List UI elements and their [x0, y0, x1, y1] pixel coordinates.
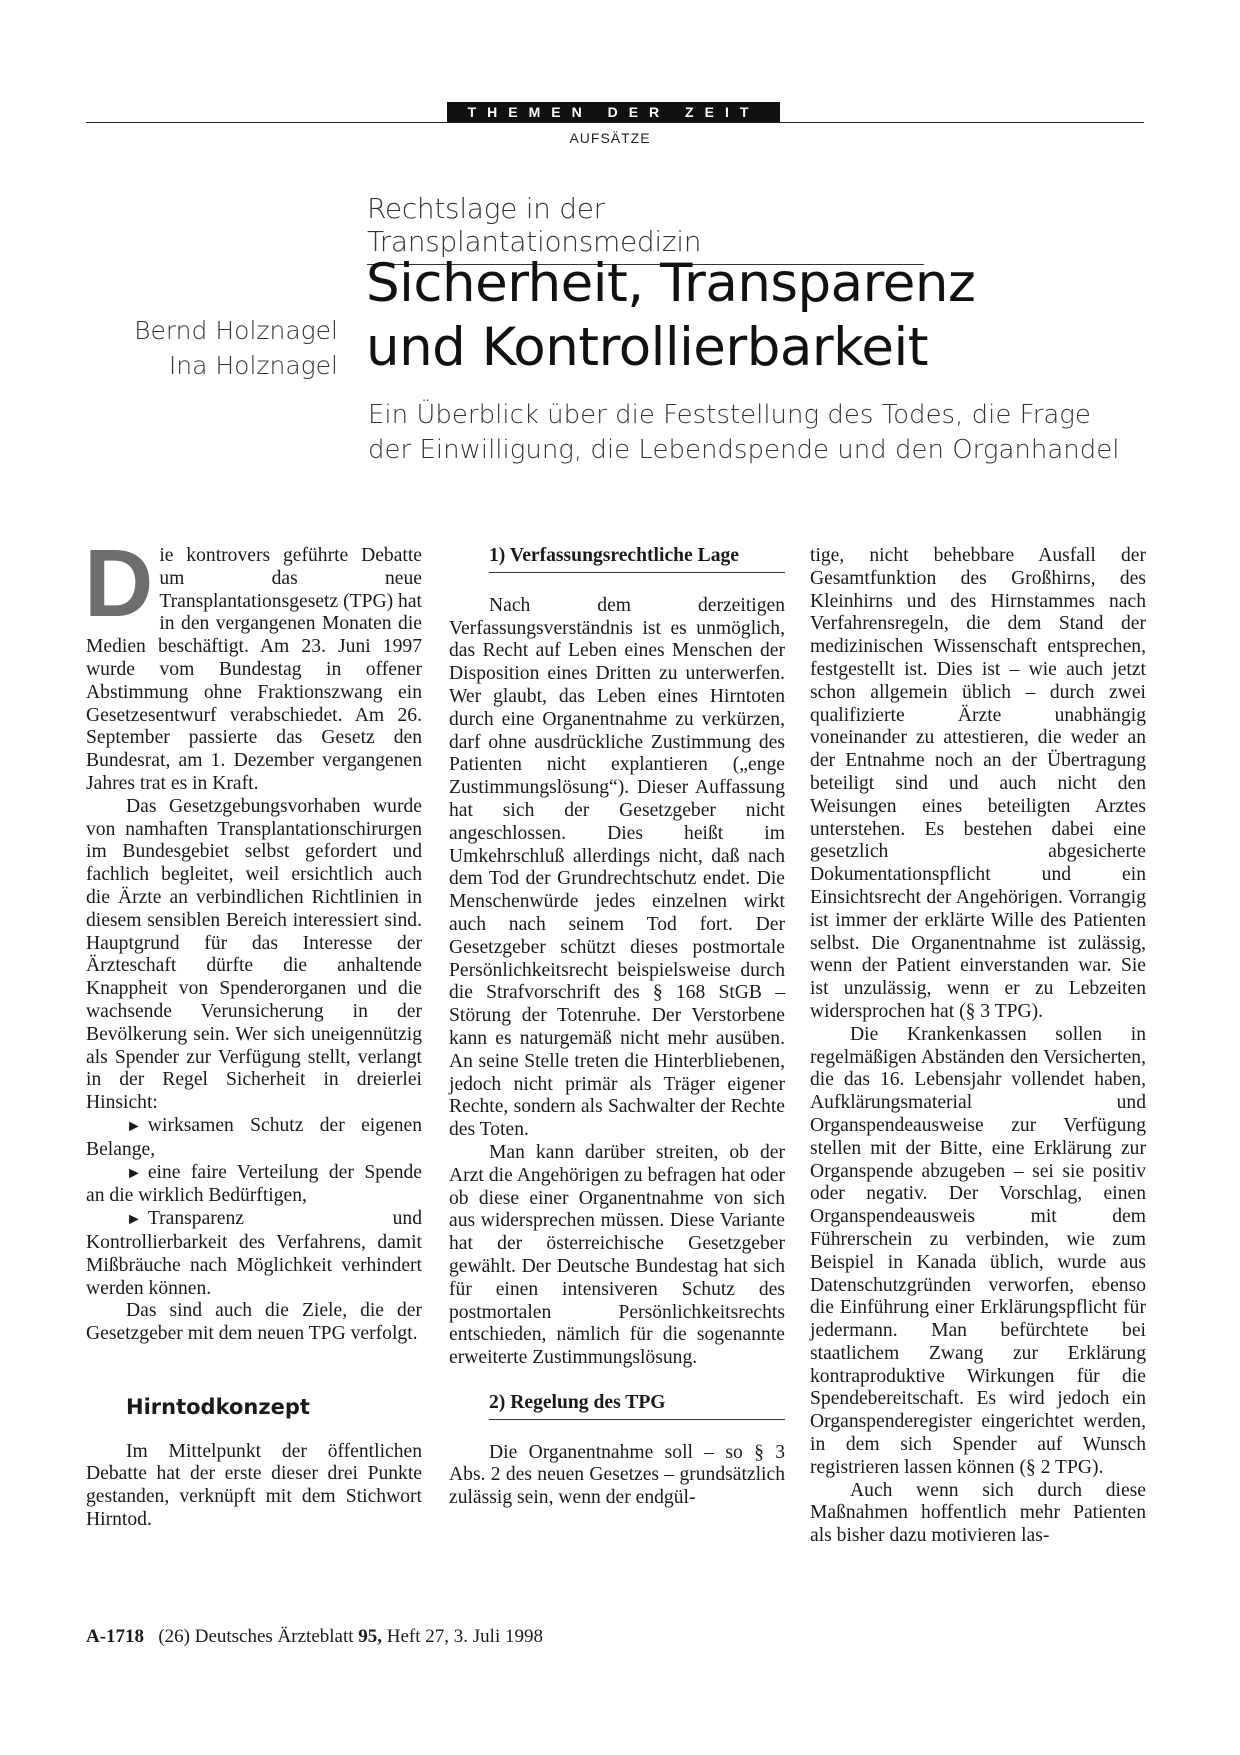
article-kicker: Rechtslage in der Transplantationsmedizin	[367, 192, 924, 265]
drop-cap: D	[84, 530, 154, 637]
page-footer	[86, 1626, 543, 1648]
body-column-2	[449, 545, 785, 1510]
triangle-bullet-icon: ►	[126, 1164, 142, 1182]
article-headline	[366, 252, 1126, 380]
author-list	[134, 313, 338, 383]
body-paragraph: Das Gesetzgebungsvorhaben wurde von namhaften Transplantationschirurgen im Bundesgebiet selbst gefordert und fachlich begleitet, weil ersichtlich auch die Ärzte an verbindlichen Richtlinien in diesem sensiblen Bereich interessiert sind. Hauptgrund für das Interesse der Ärzteschaft dürfte die anhaltende Knappheit von Spenderorganen und die wachsende Verunsicherung in der Bevölkerung sein. Wer sich uneigennützig als Spender zur Verfügung stellt, verlangt in der Regel Sicherheit in dreierlei Hinsicht:	[86, 795, 422, 1114]
body-paragraph: Auch wenn sich durch diese Maßnahmen hoffentlich mehr Patienten als bisher dazu motivieren las-	[810, 1479, 1146, 1547]
headline-line-1: Sicherheit, Transparenz	[366, 253, 976, 314]
section-label: THEMEN DER ZEIT	[447, 102, 780, 122]
subsection-label: AUFSÄTZE	[569, 130, 651, 146]
intro-paragraph	[84, 530, 422, 796]
section-heading-verfassungsrecht: 1) Verfassungsrechtliche Lage	[489, 545, 785, 573]
journal-issue: Heft 27, 3. Juli 1998	[386, 1626, 543, 1647]
section-heading-hirntodkonzept: Hirntodkonzept	[126, 1394, 310, 1419]
body-paragraph: tige, nicht behebbare Ausfall der Gesamtfunktion des Großhirns, des Kleinhirns und des Hirnstammes nach Verfahrensregeln, die dem Stand der medizinischen Wissenschaft entsprechen, festgestellt ist. Dies ist – wie auch jetzt schon allgemein üblich – durch zwei qualifizierte Ärzte unabhängig voneinander zu attestieren, die weder an der Entnahme noch an der Übertragung beteiligt sind und auch nicht den Weisungen eines beteiligten Arztes unterstehen. Es bestehen dabei eine gesetzlich abgesicherte Dokumentationspflicht und ein Einsichtsrecht der Angehörigen. Vorrangig ist immer der erklärte Wille des Patienten selbst. Die Organentnahme ist zulässig, wenn der Patient einverstanden war. Sie ist unzulässig, wenn er zu Lebzeiten widersprochen hat (§ 3 TPG).	[810, 545, 1146, 1022]
page-code: A-1718	[86, 1626, 145, 1647]
bullet-item: ► wirksamen Schutz der eigenen Belange,	[86, 1114, 422, 1160]
author-1: Bernd Holznagel	[134, 316, 338, 345]
triangle-bullet-icon: ►	[126, 1117, 142, 1135]
body-paragraph: Nach dem derzeitigen Verfassungsverständnis ist es unmöglich, das Recht auf Leben eines Menschen der Disposition eines Dritten zu unterwerfen. Wer glaubt, das Leben eines Hirntoten durch eine Organentnahme zu verkürzen, darf ohne ausdrückliche Zustimmung des Patienten nicht explantieren („enge Zustimmungslösung“). Dieser Auffassung hat sich der Gesetzgeber nicht angeschlossen. Dies heißt im Umkehrschluß allerdings nicht, daß nach dem Tod der Grundrechtschutz endet. Die Menschenwürde jedes einzelnen wirkt auch nach seinem Tod fort. Der Gesetzgeber schützt dieses postmortale Persönlichkeitsrecht beispielsweise durch die Strafvorschrift des § 168 StGB – Störung der Totenruhe. Der Verstorbene kann es naturgemäß nicht mehr ausüben. An seine Stelle treten die Hinterbliebenen, jedoch nicht primär als Träger eigener Rechte, sondern als Sachwalter der Rechte des Toten.	[449, 594, 785, 1141]
section-heading-regelung-tpg: 2) Regelung des TPG	[489, 1392, 785, 1420]
page-number: (26)	[158, 1626, 190, 1647]
body-paragraph: Die Organentnahme soll – so § 3 Abs. 2 des neuen Gesetzes – grundsätzlich zulässig sein, wenn der endgül-	[449, 1441, 785, 1509]
body-column-3	[810, 545, 1146, 1548]
header-rule	[86, 122, 1144, 123]
author-2: Ina Holznagel	[168, 351, 338, 380]
article-deck	[368, 398, 1148, 468]
body-paragraph: Man kann darüber streiten, ob der Arzt die Angehörigen zu befragen hat oder ob diese einer Organentnahme von sich aus widersprechen müssen. Diese Variante hat der österreichische Gesetzgeber gewählt. Der Deutsche Bundestag hat sich für einen intensiveren Schutz des postmortalen Persönlichkeitsrechts entschieden, nämlich für die sogenannte erweiterte Zustimmungslösung.	[449, 1141, 785, 1369]
body-paragraph: Das sind auch die Ziele, die der Gesetzgeber mit dem neuen TPG verfolgt.	[86, 1300, 422, 1345]
bullet-item: ► eine faire Verteilung der Spende an die wirklich Bedürftigen,	[86, 1161, 422, 1207]
body-paragraph: Die Krankenkassen sollen in regelmäßigen Abständen den Versicherten, die das 16. Lebensjahr vollendet haben, Aufklärungsmaterial und Organspendeausweise zur Verfügung stellen mit der Bitte, eine Erklärung zur Organspende abzugeben – sei sie positiv oder negativ. Der Vorschlag, einen Organspendeausweis mit dem Führerschein zu verbinden, wie zum Beispiel in Kanada üblich, wurde aus Datenschutzgründen verworfen, ebenso die Einführung einer Erklärungspflicht für jedermann. Man befürchtete bei staatlichem Zwang zur Erklärung kontraproduktive Wirkungen für die Spendebereitschaft. Es wird jedoch ein Organspenderegister eingerichtet werden, in dem sich Spender auf Wunsch registrieren lassen können (§ 2 TPG).	[810, 1023, 1146, 1478]
intro-text: ie kontrovers geführte Debatte um das neue Transplantationsgesetz (TPG) hat in den vergangenen Monaten die Medien beschäftigt. Am 23. Juni 1997 wurde vom Bundestag in offener Abstimmung ohne Fraktionszwang ein Gesetzesentwurf verabschiedet. Am 26. September passierte das Gesetz den Bundesrat, am 1. Dezember vergangenen Jahres trat es in Kraft.	[86, 545, 422, 794]
deck-line-1: Ein Überblick über die Feststellung des Todes, die Frage	[368, 400, 1091, 430]
journal-name: Deutsches Ärzteblatt	[194, 1626, 354, 1647]
triangle-bullet-icon: ►	[126, 1211, 142, 1229]
journal-volume: 95,	[358, 1626, 383, 1647]
body-paragraph: Im Mittelpunkt der öffentlichen Debatte hat der erste dieser drei Punkte gestanden, verknüpft mit dem Stichwort Hirntod.	[86, 1440, 422, 1531]
body-column-1	[84, 530, 422, 1532]
headline-line-2: und Kontrollierbarkeit	[366, 317, 929, 378]
deck-line-2: der Einwilligung, die Lebendspende und den Organhandel	[368, 435, 1120, 465]
bullet-item: ► Transparenz und Kontrollierbarkeit des Verfahrens, damit Mißbräuche nach Möglichkeit verhindert werden können.	[86, 1208, 422, 1299]
